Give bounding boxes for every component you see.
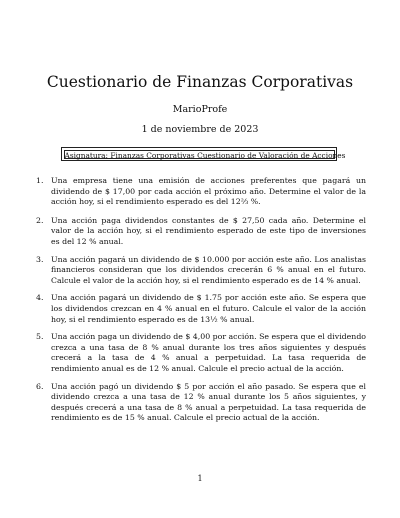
question-text: Una acción paga un dividendo de $ 4,00 por acción. Se espera que el dividendo crezca a una tasa de 8 % anual durante los tres años siguientes y después crecerá a la tasa de 4 % anual a perpetuidad. La tasa requerida de rendimiento anual es de 12 % anual. Calcule el precio actual de la acción.	[51, 332, 366, 373]
question-item	[36, 332, 366, 374]
question-number: 6.	[36, 381, 44, 391]
question-number: 3.	[36, 254, 44, 264]
question-item	[36, 382, 366, 424]
document-author: MarioProfe	[172, 104, 228, 115]
question-item	[36, 176, 366, 208]
question-text: Una acción pagará un dividendo de $ 1.75 por acción este año. Se espera que los dividendos crezcan en 4 % anual en el futuro. Calcule el valor de la acción hoy, si el rendimiento esperado es de 13½ % anual.	[51, 293, 366, 324]
question-text: Una acción pagará un dividendo de $ 10.000 por acción este año. Los analistas financieros consideran que los dividendos crecerán 6 % anual en el futuro. Calcule el valor de la acción hoy, si el rendimiento esperado es de 14 % anual.	[51, 254, 366, 285]
question-text: Una acción paga dividendos constantes de $ 27,50 cada año. Determine el valor de la acción hoy, si el rendimiento esperado de este tipo de inversiones es del 12 % anual.	[51, 215, 366, 246]
question-list	[36, 176, 366, 424]
question-item	[36, 255, 366, 287]
question-item	[36, 216, 366, 248]
question-item	[36, 293, 366, 325]
question-number: 5.	[36, 332, 44, 342]
question-number: 4.	[36, 293, 44, 303]
subject-box	[61, 147, 346, 161]
document-date: 1 de noviembre de 2023	[141, 124, 259, 135]
question-text: Una empresa tiene una emisión de acciones preferentes que pagará un dividendo de $ 17,00 por cada acción el próximo año. Determine el valor de la acción hoy, si el rendimiento esperado es del 12⅔ %.	[51, 176, 366, 207]
question-number: 1.	[36, 176, 44, 185]
page-number: 1	[197, 474, 203, 483]
subject-label: Asignatura: Finanzas Corporativas Cuestionario de Valoración de Acciones	[64, 150, 346, 160]
document-title: Cuestionario de Finanzas Corporativas	[46, 73, 354, 91]
question-text: Una acción pagó un dividendo $ 5 por acción el año pasado. Se espera que el dividendo crezca a una tasa de 12 % anual durante los 5 años siguientes, y después crecerá a una tasa de 8 % anual a perpetuidad. La tasa requerida de rendimiento es de 15 % anual. Calcule el precio actual de la acción.	[51, 381, 366, 423]
question-number: 2.	[36, 215, 44, 225]
